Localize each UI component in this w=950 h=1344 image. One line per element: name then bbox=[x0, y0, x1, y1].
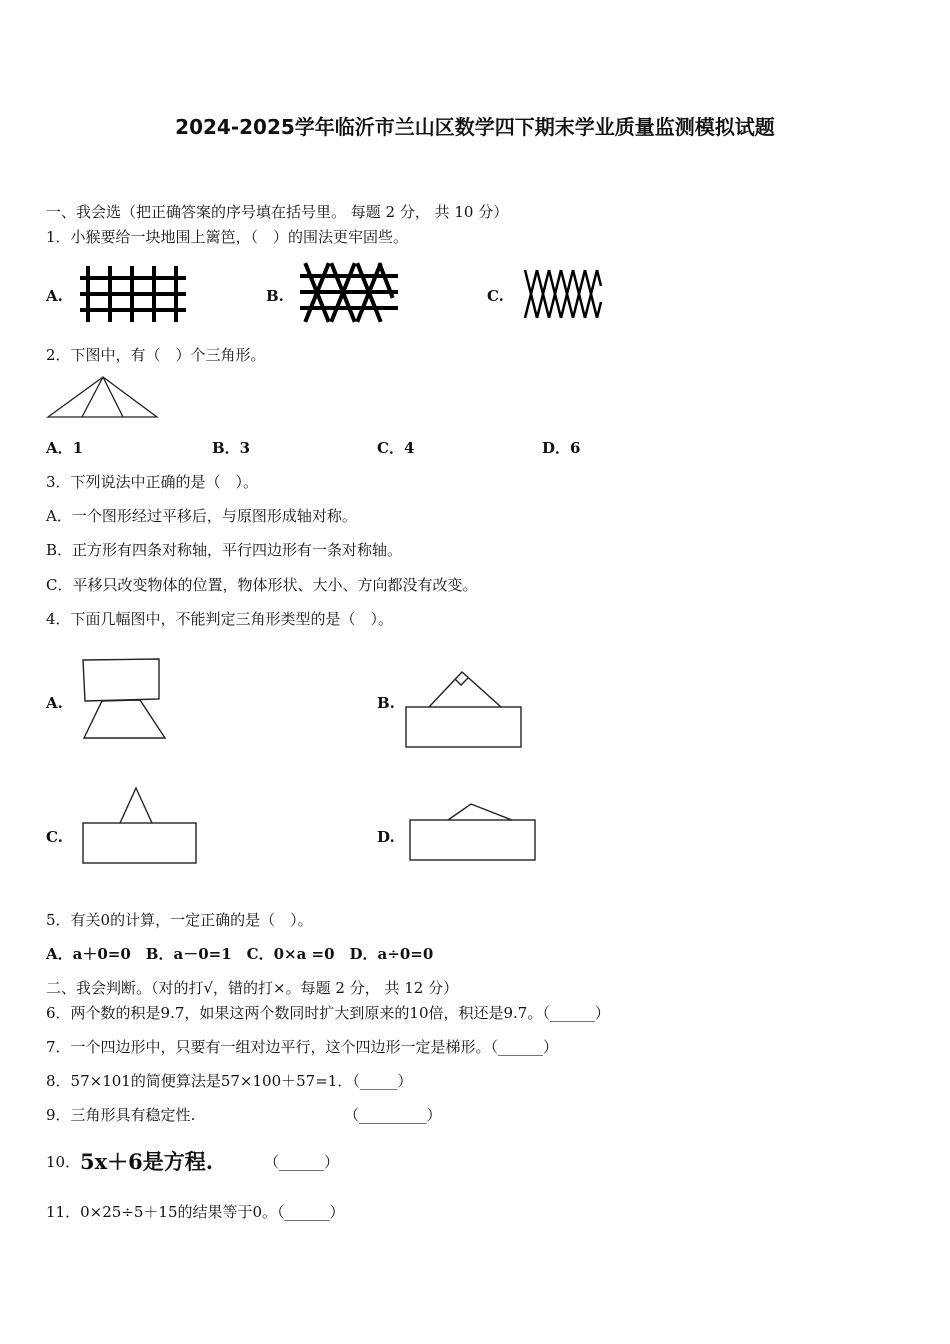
q2-option-b: B．3 bbox=[212, 439, 251, 457]
q2-option-d: D．6 bbox=[542, 439, 581, 457]
triangle-count-figure bbox=[46, 374, 160, 420]
q5-stem: 5．有关0的计算，一定正确的是（ ）。 bbox=[46, 911, 313, 929]
q4-option-a-label: A. bbox=[46, 694, 63, 712]
q4-stem: 4．下面几幅图中，不能判定三角形类型的是（ ）。 bbox=[46, 610, 394, 628]
q2-option-a: A．1 bbox=[46, 439, 84, 457]
q2-stem: 2．下图中，有（ ）个三角形。 bbox=[46, 346, 266, 364]
q1-option-a-label: A. bbox=[46, 287, 63, 305]
section2-heading: 二、我会判断。（对的打√，错的打×。每题 2 分， 共 12 分） bbox=[46, 979, 459, 997]
q3-option-a: A．一个图形经过平移后，与原图形成轴对称。 bbox=[46, 507, 357, 525]
q6-statement: 6．两个数的积是9.7，如果这两个数同时扩大到原来的10倍，积还是9.7。（______） bbox=[46, 1004, 610, 1022]
q3-option-b: B．正方形有四条对称轴，平行四边形有一条对称轴。 bbox=[46, 541, 403, 559]
q9-answer-blank: （_________） bbox=[344, 1106, 442, 1124]
q10-answer-blank: （______） bbox=[264, 1153, 340, 1171]
q4-option-d-label: D. bbox=[377, 828, 395, 846]
section1-heading: 一、我会选（把正确答案的序号填在括号里。 每题 2 分， 共 10 分） bbox=[46, 203, 509, 221]
fence-cross-bars-figure bbox=[300, 262, 400, 324]
q4-figure-d bbox=[408, 800, 538, 864]
q1-stem: 1．小猴要给一块地围上篱笆，（ ）的围法更牢固些。 bbox=[46, 228, 409, 246]
q10-number: 10． bbox=[46, 1153, 81, 1171]
q4-figure-b bbox=[404, 668, 524, 750]
q10-statement: 5x＋6是方程. bbox=[80, 1149, 214, 1174]
q4-option-c-label: C. bbox=[46, 828, 63, 846]
q5-options: A．a＋0=0 B．a－0=1 C．0×a =0 D．a÷0=0 bbox=[46, 945, 434, 963]
q4-option-b-label: B. bbox=[377, 694, 395, 712]
fence-zigzag-figure bbox=[522, 266, 604, 322]
q9-statement: 9．三角形具有稳定性. bbox=[46, 1106, 196, 1124]
fence-grid-figure bbox=[80, 264, 188, 324]
q8-statement: 8．57×101的简便算法是57×100＋57=1．（_____） bbox=[46, 1072, 413, 1090]
q4-figure-c bbox=[80, 786, 200, 866]
q7-statement: 7．一个四边形中，只要有一组对边平行，这个四边形一定是梯形。（______） bbox=[46, 1038, 559, 1056]
q3-stem: 3．下列说法中正确的是（ ）。 bbox=[46, 473, 259, 491]
q1-option-c-label: C. bbox=[487, 287, 504, 305]
q4-figure-a bbox=[80, 656, 166, 742]
q11-statement: 11．0×25÷5＋15的结果等于0。（______） bbox=[46, 1203, 345, 1221]
q2-option-c: C．4 bbox=[377, 439, 415, 457]
q1-option-b-label: B. bbox=[266, 287, 284, 305]
page-title: 2024-2025学年临沂市兰山区数学四下期末学业质量监测模拟试题 bbox=[175, 115, 775, 139]
q3-option-c: C．平移只改变物体的位置，物体形状、大小、方向都没有改变。 bbox=[46, 576, 478, 594]
